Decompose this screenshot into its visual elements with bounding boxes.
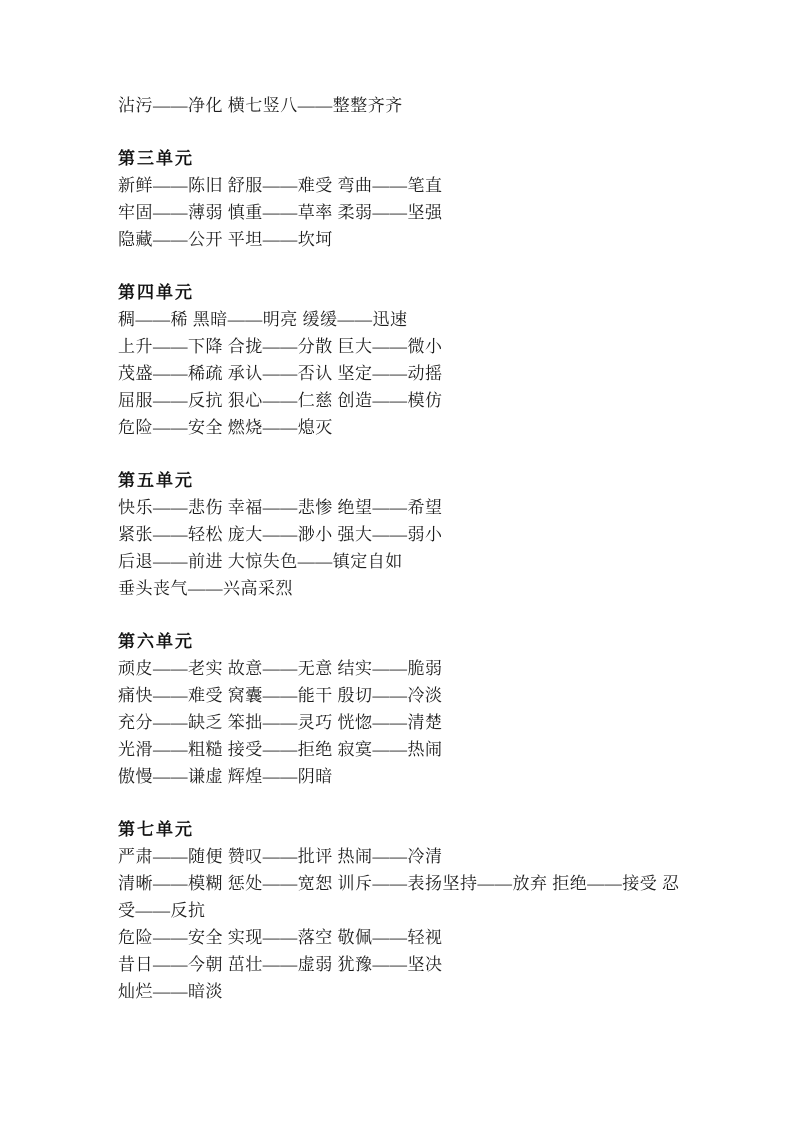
unit-section	[118, 467, 733, 602]
section-title: 第六单元	[118, 632, 194, 651]
section-title: 第四单元	[118, 283, 194, 302]
unit-section	[118, 628, 733, 790]
word-pair-line: 痛快——难受 窝囊——能干 殷切——冷淡	[118, 686, 443, 705]
unit-section	[118, 816, 733, 1005]
word-pair-line: 隐藏——公开 平坦——坎坷	[118, 230, 333, 249]
word-pair-line: 茂盛——稀疏 承认——否认 坚定——动摇	[118, 364, 443, 383]
section-title: 第三单元	[118, 149, 194, 168]
word-pair-line: 严肃——随便 赞叹——批评 热闹——冷清	[118, 847, 443, 866]
word-pair-line: 新鲜——陈旧 舒服——难受 弯曲——笔直	[118, 176, 443, 195]
word-pair-line: 充分——缺乏 笨拙——灵巧 恍惚——清楚	[118, 713, 443, 732]
word-pair-line: 傲慢——谦虚 辉煌——阴暗	[118, 767, 333, 786]
word-pair-line: 清晰——模糊 惩处——宽恕 训斥——表扬坚持——放弃 拒绝——接受 忍	[118, 874, 680, 893]
word-pair-line: 稠——稀 黑暗——明亮 缓缓——迅速	[118, 310, 408, 329]
unit-section	[118, 145, 733, 253]
word-pair-line: 危险——安全 实现——落空 敬佩——轻视	[118, 928, 443, 947]
word-pair-line: 上升——下降 合拢——分散 巨大——微小	[118, 337, 443, 356]
word-pair-line: 危险——安全 燃烧——熄灭	[118, 418, 333, 437]
word-pair-line: 受——反抗	[118, 901, 206, 920]
word-pair-line: 顽皮——老实 故意——无意 结实——脆弱	[118, 659, 443, 678]
section-title: 第七单元	[118, 820, 194, 839]
word-pair-line: 牢固——薄弱 慎重——草率 柔弱——坚强	[118, 203, 443, 222]
word-pair-line: 紧张——轻松 庞大——渺小 强大——弱小	[118, 525, 443, 544]
word-pair-line: 垂头丧气——兴高采烈	[118, 579, 293, 598]
word-pair-line: 灿烂——暗淡	[118, 982, 223, 1001]
intro-word-pair-line: 沾污——净化 横七竖八——整整齐齐	[118, 96, 403, 115]
word-pair-line: 昔日——今朝 茁壮——虚弱 犹豫——坚决	[118, 955, 443, 974]
word-pair-line: 屈服——反抗 狠心——仁慈 创造——模仿	[118, 391, 443, 410]
word-pair-line: 后退——前进 大惊失色——镇定自如	[118, 552, 403, 571]
word-pair-line: 快乐——悲伤 幸福——悲惨 绝望——希望	[118, 498, 443, 517]
sections-container	[118, 145, 733, 1005]
unit-section	[118, 279, 733, 441]
word-pair-line: 光滑——粗糙 接受——拒绝 寂寞——热闹	[118, 740, 443, 759]
section-title: 第五单元	[118, 471, 194, 490]
